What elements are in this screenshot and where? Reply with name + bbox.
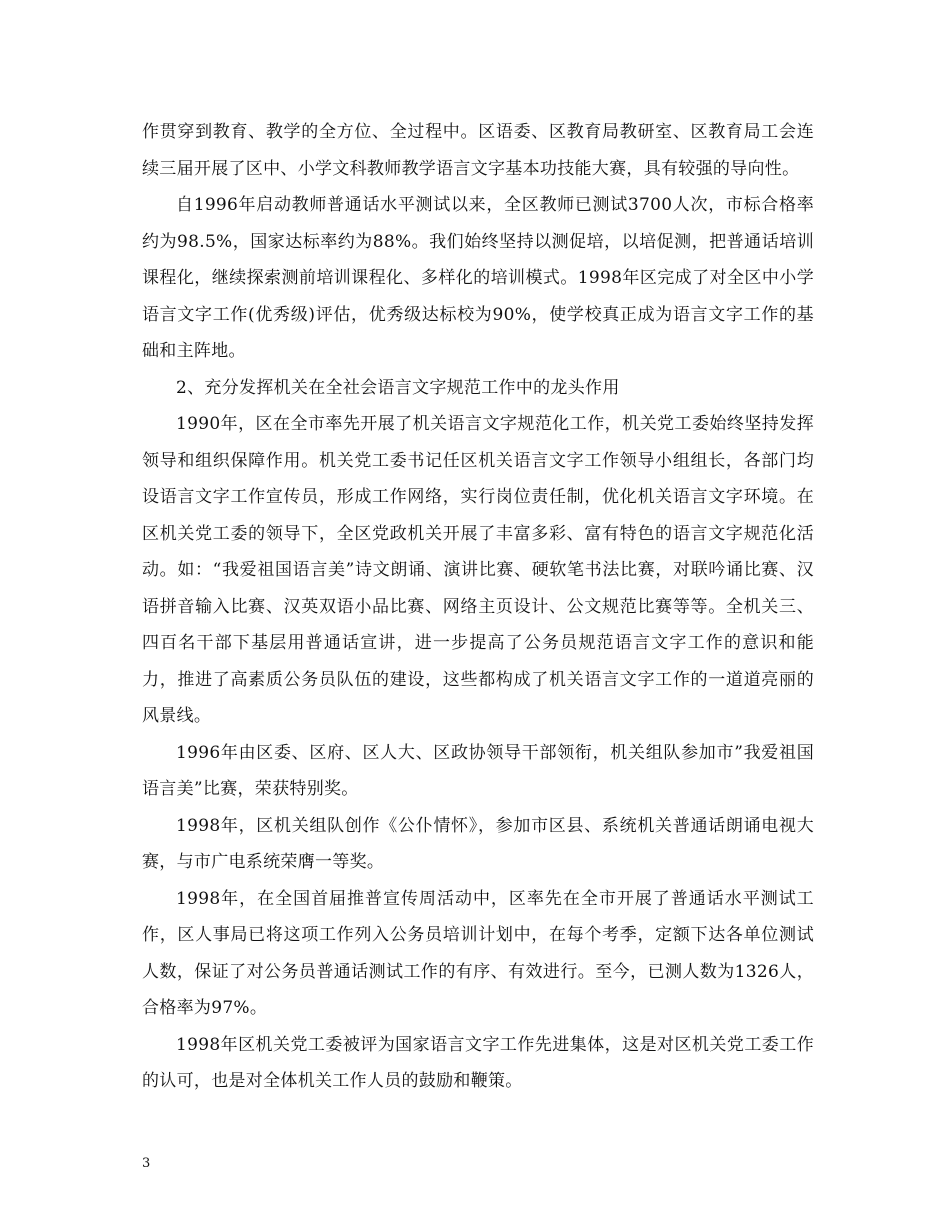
- paragraph-4: 1990年，区在全市率先开展了机关语言文字规范化工作，机关党工委始终坚持发挥领导和组织保障作用。机关党工委书记任区机关语言文字工作领导小组组长，各部门均设语言文字工作宣传员，形成工作网络，实行岗位责任制，优化机关语言文字环境。在区机关党工委的领导下，全区党政机关开展了丰富多彩、富有特色的语言文字规范化活动。如：“我爱祖国语言美”诗文朗诵、演讲比赛、硬软笔书法比赛，对联吟诵比赛、汉语拼音输入比赛、汉英双语小品比赛、网络主页设计、公文规范比赛等等。全机关三、四百名干部下基层用普通话宣讲，进一步提高了公务员规范语言文字工作的意识和能力，推进了高素质公务员队伍的建设，这些都构成了机关语言文字工作的一道道亮丽的风景线。: [142, 414, 814, 726]
- document-body: [142, 114, 814, 1100]
- paragraph-8: 1998年区机关党工委被评为国家语言文字工作先进集体，这是对区机关党工委工作的认可，也是对全体机关工作人员的鼓励和鞭策。: [142, 1034, 814, 1091]
- paragraph-1: 作贯穿到教育、教学的全方位、全过程中。区语委、区教育局教研室、区教育局工会连续三届开展了区中、小学文科教师教学语言文字基本功技能大赛，具有较强的导向性。: [142, 122, 814, 179]
- section-heading-2: 2、充分发挥机关在全社会语言文字规范工作中的龙头作用: [176, 377, 620, 398]
- paragraph-2: 自1996年启动教师普通话水平测试以来，全区教师已测试3700人次，市标合格率约为98.5%，国家达标率约为88%。我们始终坚持以测促培，以培促测，把普通话培训课程化，继续探索测前培训课程化、多样化的培训模式。1998年区完成了对全区中小学语言文字工作(优秀级)评估，优秀级达标校为90%，使学校真正成为语言文字工作的基础和主阵地。: [142, 195, 814, 361]
- paragraph-7: 1998年，在全国首届推普宣传周活动中，区率先在全市开展了普通话水平测试工作，区人事局已将这项工作列入公务员培训计划中，在每个考季，定额下达各单位测试人数，保证了对公务员普通话测试工作的有序、有效进行。至今，已测人数为1326人，合格率为97%。: [142, 888, 814, 1018]
- paragraph-5: 1996年由区委、区府、区人大、区政协领导干部领衔，机关组队参加市”我爱祖国语言美”比赛，荣获特别奖。: [142, 742, 814, 799]
- paragraph-6: 1998年，区机关组队创作《公仆情怀》，参加市区县、系统机关普通话朗诵电视大赛，与市广电系统荣膺一等奖。: [142, 815, 814, 872]
- page-number: 3: [142, 1156, 151, 1171]
